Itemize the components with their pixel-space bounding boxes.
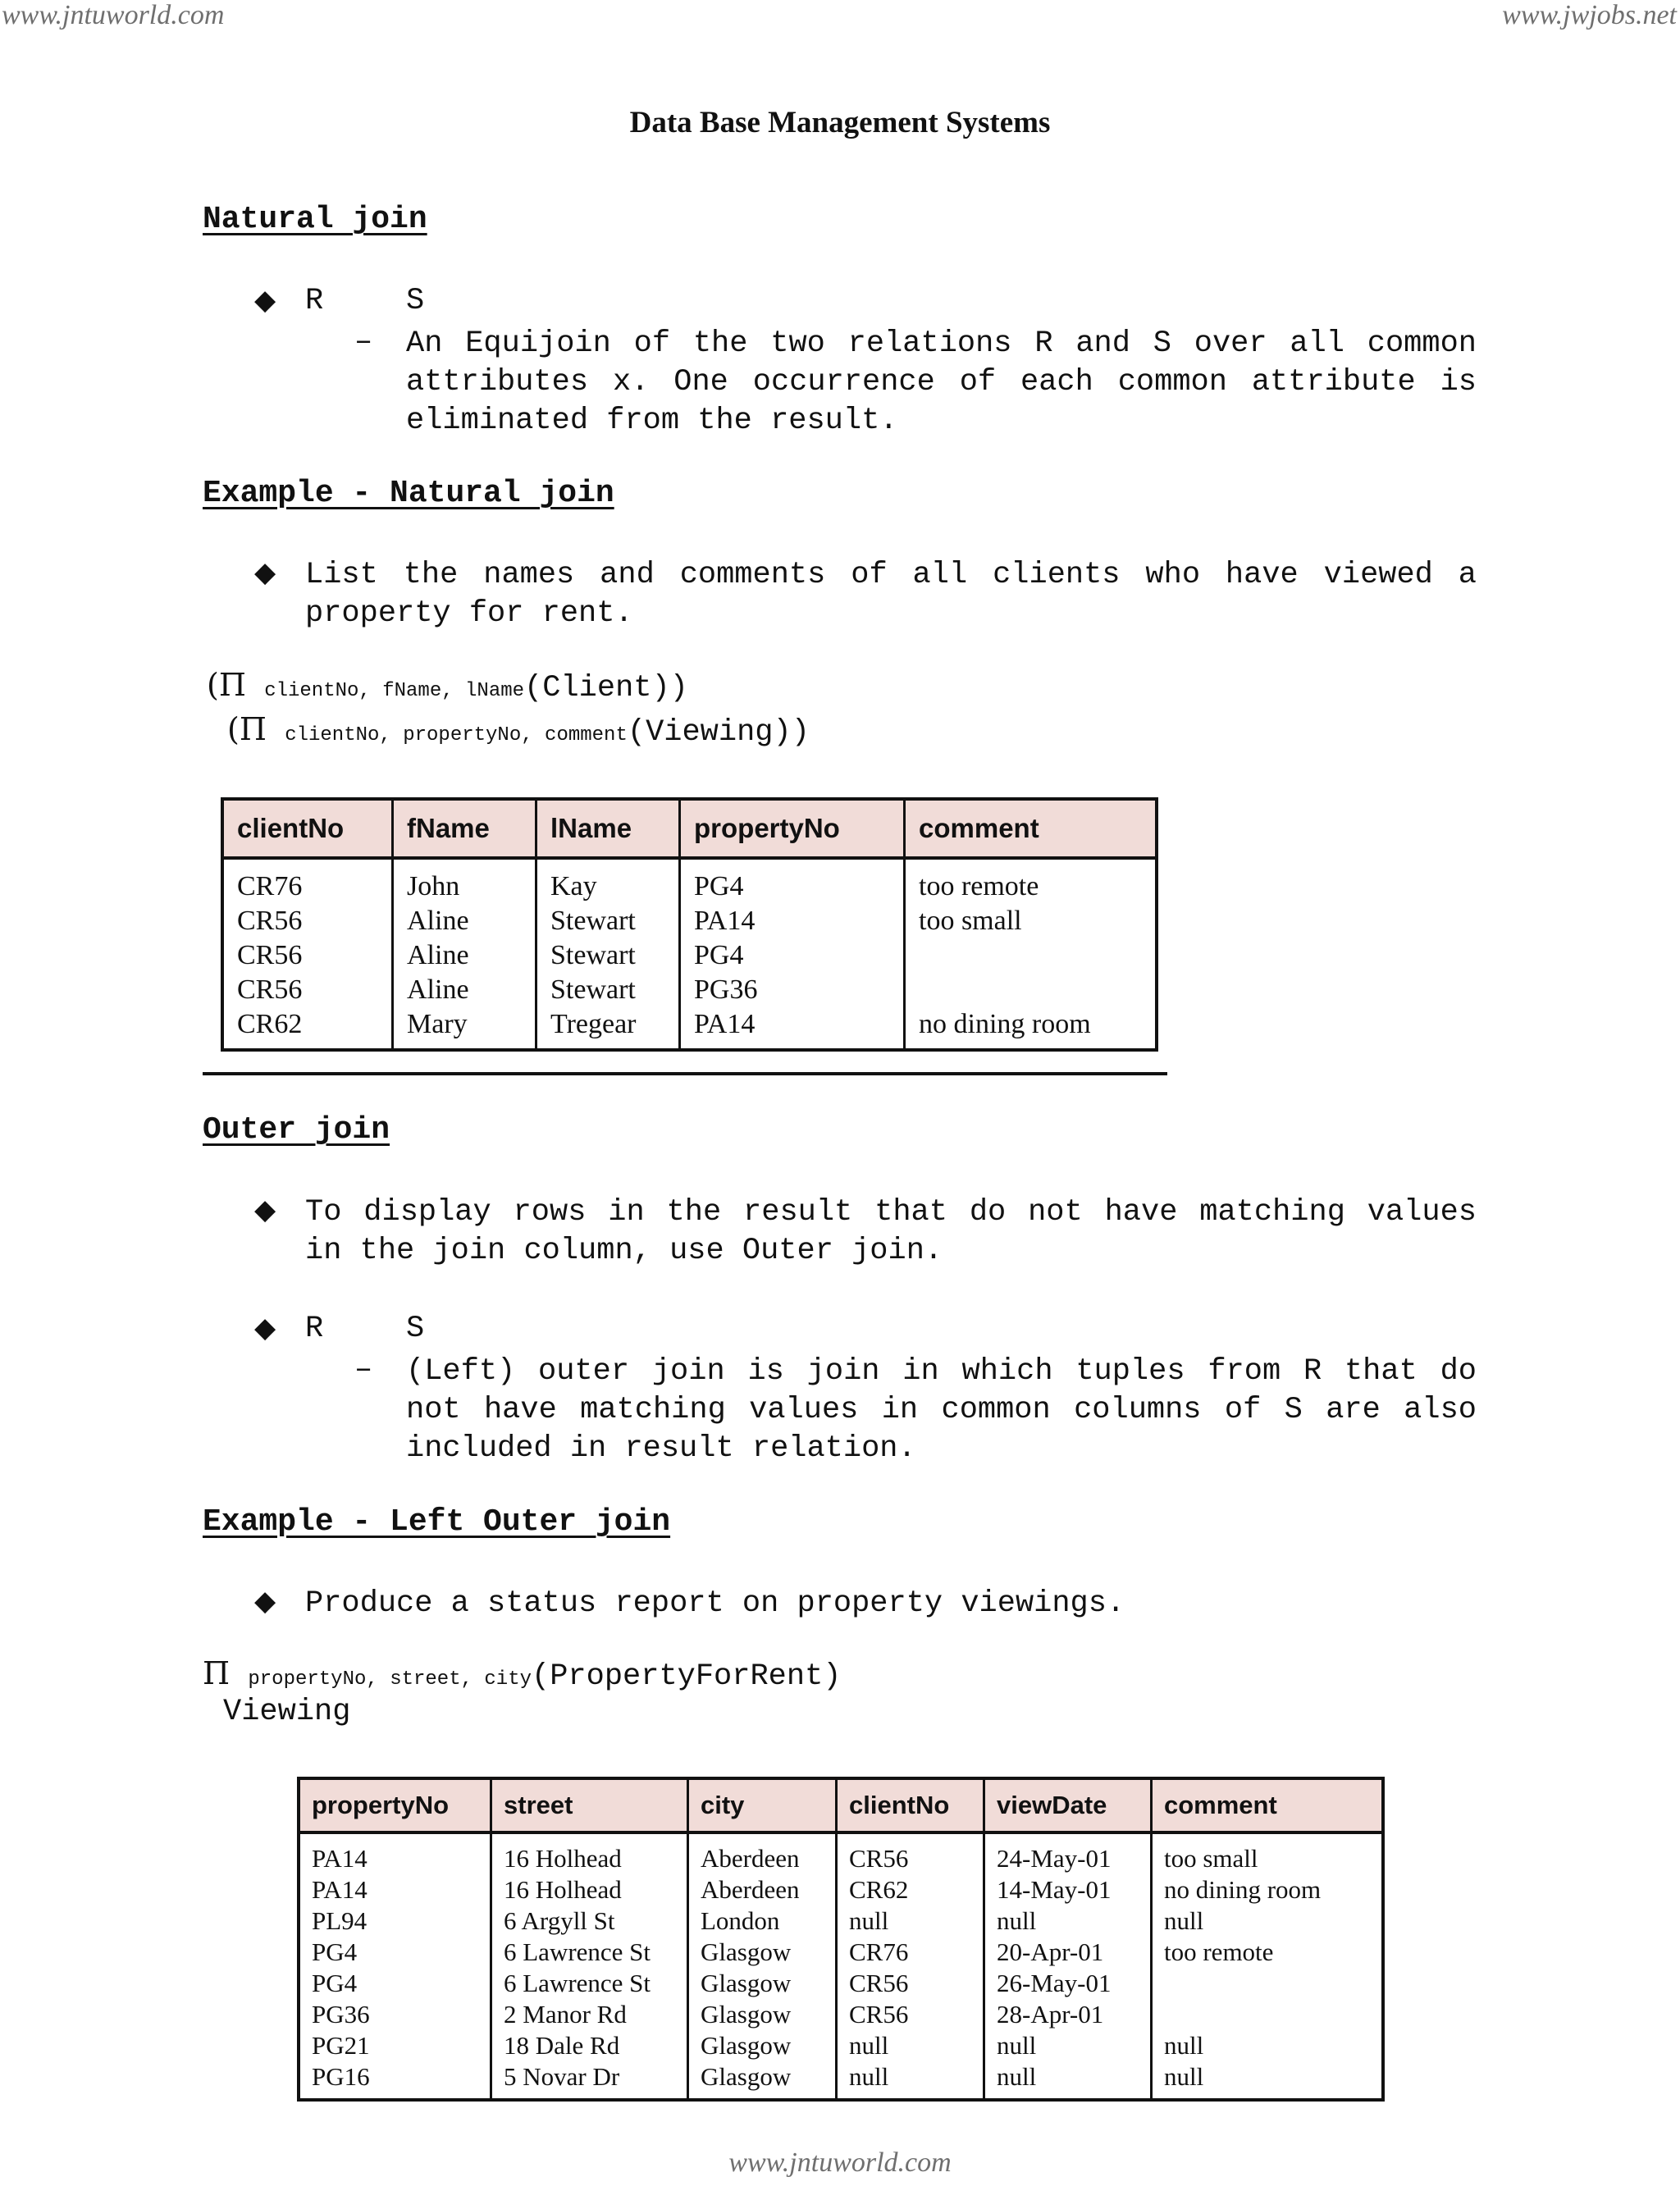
table-cell: Stewart bbox=[536, 974, 680, 1009]
table-cell: Glasgow bbox=[688, 1969, 837, 2000]
table-cell: null bbox=[837, 2062, 984, 2100]
table-cell: PG21 bbox=[299, 2031, 491, 2062]
table-row bbox=[299, 1937, 1383, 1969]
table-cell: null bbox=[837, 1906, 984, 1937]
table-cell: null bbox=[1152, 2031, 1384, 2062]
table-cell: Mary bbox=[393, 1009, 536, 1050]
table-cell: PG4 bbox=[299, 1937, 491, 1969]
table-cell: too small bbox=[905, 906, 1157, 940]
page-title: Data Base Management Systems bbox=[629, 106, 1051, 139]
table-row bbox=[299, 1969, 1383, 2000]
table-cell: CR56 bbox=[222, 940, 393, 974]
table-cell: null bbox=[1152, 2062, 1384, 2100]
left-outer-join-result-table bbox=[297, 1777, 1385, 2102]
column-header: comment bbox=[905, 799, 1157, 858]
relation-r-label: R bbox=[305, 284, 324, 318]
table-cell: no dining room bbox=[905, 1009, 1157, 1050]
table-cell: CR76 bbox=[222, 858, 393, 906]
table-cell: PG4 bbox=[680, 858, 905, 906]
diamond-bullet-icon: ◆ bbox=[254, 1585, 276, 1618]
table-cell: Aberdeen bbox=[688, 1832, 837, 1875]
section-divider bbox=[203, 1072, 1167, 1075]
table-cell: 6 Lawrence St bbox=[491, 1937, 688, 1969]
table-cell: null bbox=[984, 2031, 1152, 2062]
table-cell: Tregear bbox=[536, 1009, 680, 1050]
table-cell: PA14 bbox=[680, 906, 905, 940]
table-cell: null bbox=[837, 2031, 984, 2062]
table-cell: 16 Holhead bbox=[491, 1832, 688, 1875]
table-cell: PA14 bbox=[299, 1832, 491, 1875]
viewing-relation-label: Viewing bbox=[223, 1695, 351, 1729]
column-header: comment bbox=[1152, 1778, 1384, 1832]
table-cell: null bbox=[1152, 1906, 1384, 1937]
table-cell: CR76 bbox=[837, 1937, 984, 1969]
table-cell: Kay bbox=[536, 858, 680, 906]
column-header: street bbox=[491, 1778, 688, 1832]
table-cell: Stewart bbox=[536, 940, 680, 974]
table-cell: 2 Manor Rd bbox=[491, 2000, 688, 2031]
diamond-bullet-icon: ◆ bbox=[254, 556, 276, 589]
watermark-top-left: www.jntuworld.com bbox=[2, 0, 225, 30]
natural-join-result-table bbox=[221, 797, 1158, 1052]
table-row bbox=[299, 1906, 1383, 1937]
table-cell: PG16 bbox=[299, 2062, 491, 2100]
table-cell: Glasgow bbox=[688, 2031, 837, 2062]
table-row bbox=[299, 1832, 1383, 1875]
table-cell: Glasgow bbox=[688, 2062, 837, 2100]
dash-marker: – bbox=[354, 1353, 373, 1387]
table-cell: 5 Novar Dr bbox=[491, 2062, 688, 2100]
table-cell bbox=[905, 940, 1157, 974]
dash-marker: – bbox=[354, 325, 373, 359]
column-header: propertyNo bbox=[680, 799, 905, 858]
table-row bbox=[222, 974, 1157, 1009]
table-cell bbox=[1152, 1969, 1384, 2000]
column-header: fName bbox=[393, 799, 536, 858]
watermark-bottom: www.jntuworld.com bbox=[728, 2147, 952, 2178]
example-natural-bullet-text: List the names and comments of all clients who have viewed a property for rent. bbox=[305, 558, 1477, 631]
table-cell: London bbox=[688, 1906, 837, 1937]
table-row bbox=[299, 2000, 1383, 2031]
table-cell: Aline bbox=[393, 940, 536, 974]
table-cell: too remote bbox=[905, 858, 1157, 906]
projection-viewing-expression: (Π clientNo, propertyNo, comment(Viewing)) bbox=[227, 711, 810, 750]
table-cell: Aline bbox=[393, 974, 536, 1009]
table-cell: PA14 bbox=[299, 1875, 491, 1906]
column-header: clientNo bbox=[837, 1778, 984, 1832]
outer-join-bullet-text: To display rows in the result that do not have matching values in the join column, use Outer join. bbox=[305, 1195, 1477, 1268]
natural-join-heading: Natural join bbox=[203, 202, 427, 237]
column-header: propertyNo bbox=[299, 1778, 491, 1832]
column-header: lName bbox=[536, 799, 680, 858]
column-header: city bbox=[688, 1778, 837, 1832]
table-cell: PG36 bbox=[299, 2000, 491, 2031]
left-outer-join-description: (Left) outer join is join in which tuples from R that do not have matching values in common columns of S are also included in result relation. bbox=[406, 1354, 1477, 1466]
projection-propertyforrent-expression: Π propertyNo, street, city(PropertyForRent) bbox=[203, 1655, 842, 1694]
table-cell: 14-May-01 bbox=[984, 1875, 1152, 1906]
relation-r-label: R bbox=[305, 1312, 324, 1346]
diamond-bullet-icon: ◆ bbox=[254, 1312, 276, 1344]
table-cell: PA14 bbox=[680, 1009, 905, 1050]
table-cell: 20-Apr-01 bbox=[984, 1937, 1152, 1969]
table-cell: 28-Apr-01 bbox=[984, 2000, 1152, 2031]
table-cell: 16 Holhead bbox=[491, 1875, 688, 1906]
table-cell: CR62 bbox=[837, 1875, 984, 1906]
example-left-outer-join-heading: Example - Left Outer join bbox=[203, 1504, 671, 1540]
example-left-outer-bullet-text: Produce a status report on property viewings. bbox=[305, 1586, 1125, 1621]
table-cell: Stewart bbox=[536, 906, 680, 940]
table-cell: 26-May-01 bbox=[984, 1969, 1152, 2000]
table-cell: PG36 bbox=[680, 974, 905, 1009]
table-row bbox=[299, 2031, 1383, 2062]
table-cell: CR56 bbox=[837, 1969, 984, 2000]
table-cell: 18 Dale Rd bbox=[491, 2031, 688, 2062]
table-row bbox=[222, 906, 1157, 940]
table-cell: null bbox=[984, 1906, 1152, 1937]
table-cell: CR56 bbox=[837, 1832, 984, 1875]
table-cell: no dining room bbox=[1152, 1875, 1384, 1906]
column-header: clientNo bbox=[222, 799, 393, 858]
table-row bbox=[222, 940, 1157, 974]
table-cell: CR56 bbox=[222, 974, 393, 1009]
table-row bbox=[222, 858, 1157, 906]
diamond-bullet-icon: ◆ bbox=[254, 284, 276, 317]
projection-client-expression: (Π clientNo, fName, lName(Client)) bbox=[207, 667, 688, 705]
table-cell: Aberdeen bbox=[688, 1875, 837, 1906]
table-cell: 6 Lawrence St bbox=[491, 1969, 688, 2000]
table-cell: Aline bbox=[393, 906, 536, 940]
table-cell: PL94 bbox=[299, 1906, 491, 1937]
relation-s-label: S bbox=[406, 284, 425, 318]
table-cell: CR56 bbox=[837, 2000, 984, 2031]
table-cell: PG4 bbox=[299, 1969, 491, 2000]
table-cell: John bbox=[393, 858, 536, 906]
table-row bbox=[299, 1875, 1383, 1906]
table-cell: null bbox=[984, 2062, 1152, 2100]
diamond-bullet-icon: ◆ bbox=[254, 1193, 276, 1226]
column-header: viewDate bbox=[984, 1778, 1152, 1832]
table-cell: too small bbox=[1152, 1832, 1384, 1875]
table-cell: Glasgow bbox=[688, 2000, 837, 2031]
table-cell bbox=[1152, 2000, 1384, 2031]
table-row bbox=[299, 2062, 1383, 2100]
table-row bbox=[222, 1009, 1157, 1050]
table-cell: CR62 bbox=[222, 1009, 393, 1050]
table-cell: CR56 bbox=[222, 906, 393, 940]
example-natural-join-heading: Example - Natural join bbox=[203, 476, 614, 511]
watermark-top-right: www.jwjobs.net bbox=[1502, 0, 1677, 30]
table-cell: 6 Argyll St bbox=[491, 1906, 688, 1937]
table-cell: Glasgow bbox=[688, 1937, 837, 1969]
relation-s-label: S bbox=[406, 1312, 425, 1346]
outer-join-heading: Outer join bbox=[203, 1112, 390, 1148]
natural-join-description: An Equijoin of the two relations R and S over all common attributes x. One occurrence of each common attribute is eliminated from the result. bbox=[406, 326, 1477, 438]
table-cell: 24-May-01 bbox=[984, 1832, 1152, 1875]
table-cell bbox=[905, 974, 1157, 1009]
table-cell: PG4 bbox=[680, 940, 905, 974]
table-cell: too remote bbox=[1152, 1937, 1384, 1969]
